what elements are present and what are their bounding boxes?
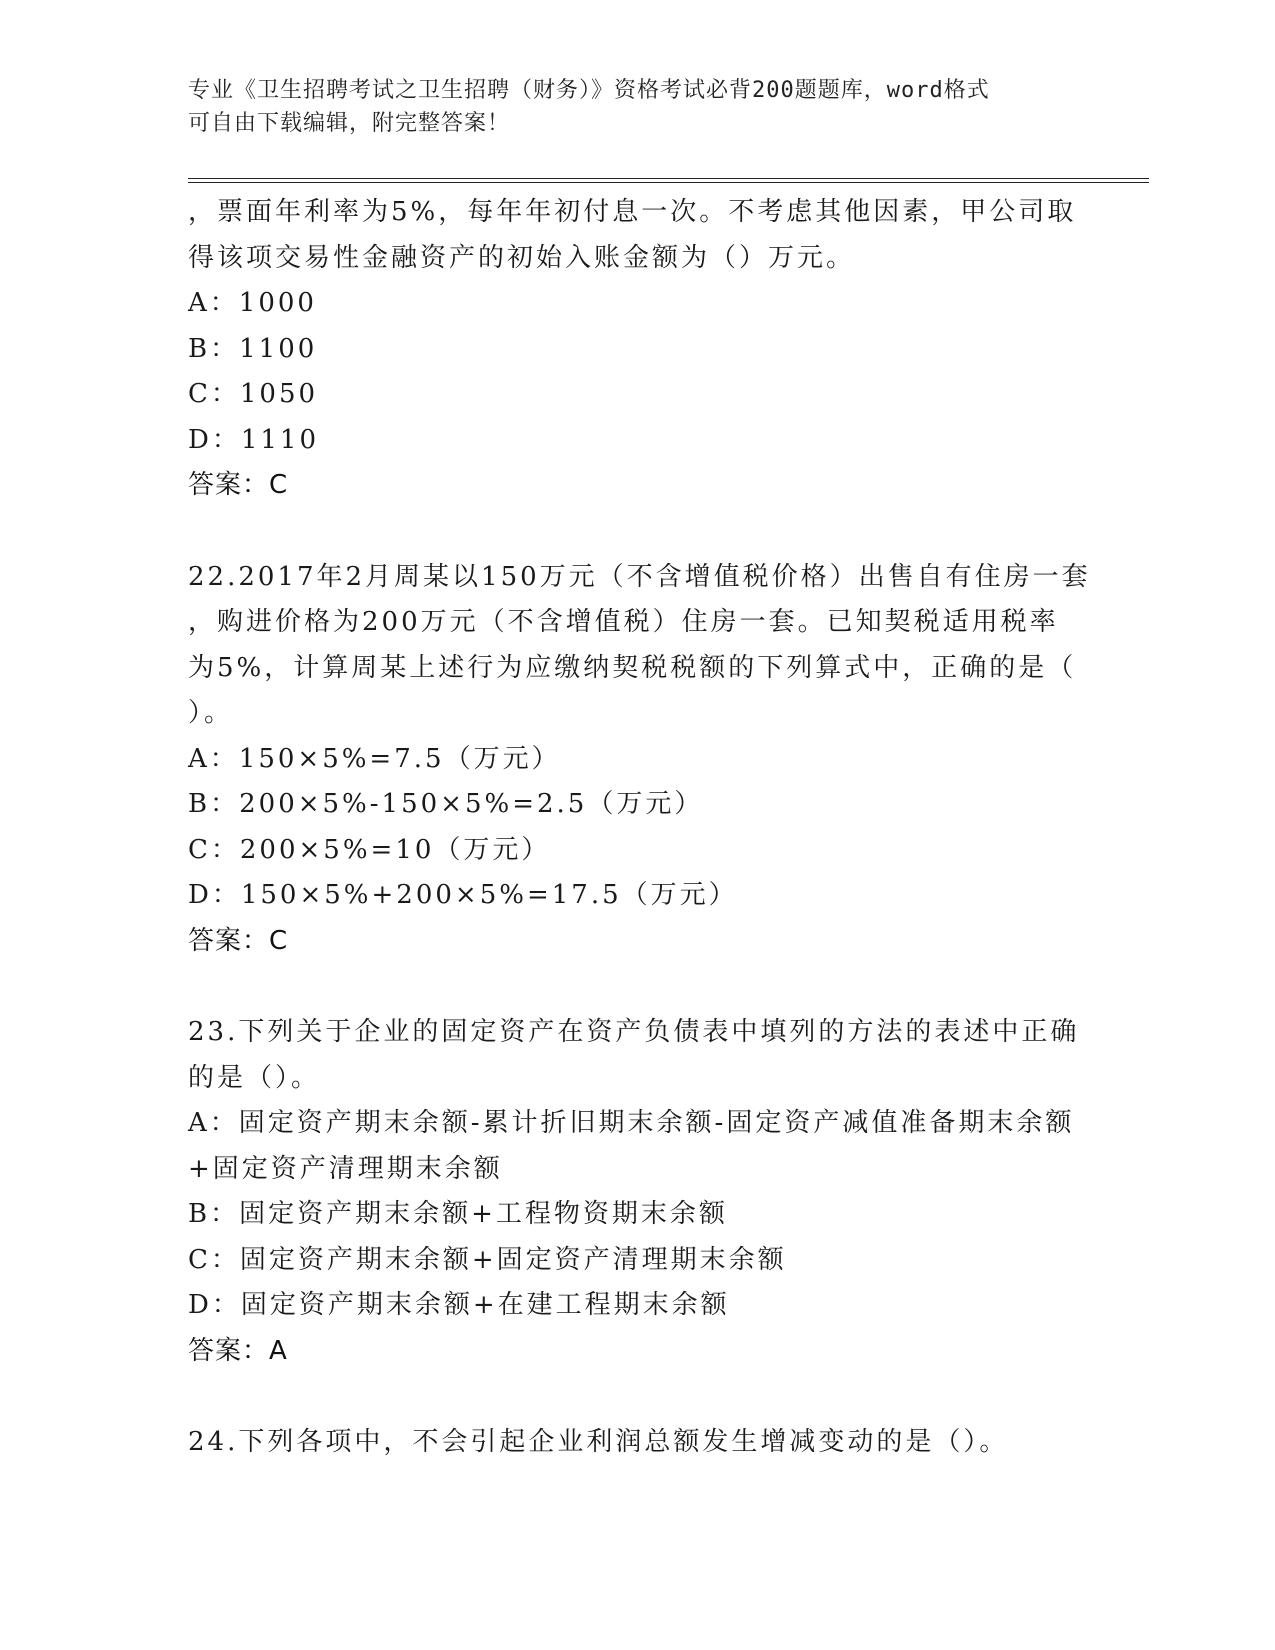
question-stem-line: ，票面年利率为5%，每年年初付息一次。不考虑其他因素，甲公司取 <box>188 197 1077 227</box>
question-stem-line: ，购进价格为200万元（不含增值税）住房一套。已知契税适用税率 <box>188 607 1059 637</box>
question-23 <box>188 1010 1088 1374</box>
option-b: B：固定资产期末余额+工程物资期末余额 <box>188 1199 728 1229</box>
question-stem-line: 得该项交易性金融资产的初始入账金额为（）万元。 <box>188 242 856 273</box>
option-c: C：固定资产期末余额+固定资产清理期末余额 <box>188 1244 787 1275</box>
option-c: C：200×5%=10（万元） <box>188 834 551 865</box>
document-header <box>188 74 1088 140</box>
question-24 <box>188 1420 1088 1466</box>
question-stem-line: 为5%，计算周某上述行为应缴纳契税税额的下列算式中，正确的是（ <box>188 652 1077 683</box>
option-b: B：1100 <box>188 333 318 364</box>
option-a-continued: +固定资产清理期末余额 <box>188 1153 503 1184</box>
answer: 答案：A <box>188 1335 288 1366</box>
option-a: A：1000 <box>188 288 317 318</box>
question-stem-line: ）。 <box>188 698 234 728</box>
option-b: B：200×5%-150×5%=2.5（万元） <box>188 789 704 819</box>
header-title-line-2: 可自由下载编辑，附完整答案！ <box>188 111 511 136</box>
question-stem-line: 24.下列各项中，不会引起企业利润总额发生增减变动的是（）。 <box>188 1427 1009 1457</box>
question-stem-line: 22.2017年2月周某以150万元（不含增值税价格）出售自有住房一套 <box>188 561 1091 592</box>
question-spacer <box>188 1374 1088 1420</box>
option-a: A：固定资产期末余额-累计折旧期末余额-固定资产减值准备期末余额 <box>188 1108 1075 1138</box>
answer: 答案：C <box>188 925 289 956</box>
question-stem-line: 23.下列关于企业的固定资产在资产负债表中填列的方法的表述中正确 <box>188 1017 1080 1047</box>
question-21 <box>188 190 1088 509</box>
option-d: D：1110 <box>188 424 320 455</box>
header-divider-top <box>188 178 1149 179</box>
header-divider-bottom <box>188 182 1149 183</box>
question-22 <box>188 555 1091 965</box>
question-spacer <box>188 509 1088 555</box>
question-spacer <box>188 964 1088 1010</box>
answer: 答案：C <box>188 470 289 500</box>
header-title-line-1: 专业《卫生招聘考试之卫生招聘（财务）》资格考试必背200题题库，word格式 <box>188 78 990 103</box>
question-stem-line: 的是（）。 <box>188 1062 321 1093</box>
option-d: D：固定资产期末余额+在建工程期末余额 <box>188 1290 730 1320</box>
option-d: D：150×5%+200×5%=17.5（万元） <box>188 880 738 910</box>
question-list <box>188 190 1091 1466</box>
option-c: C：1050 <box>188 379 319 409</box>
option-a: A：150×5%=7.5（万元） <box>188 743 561 774</box>
